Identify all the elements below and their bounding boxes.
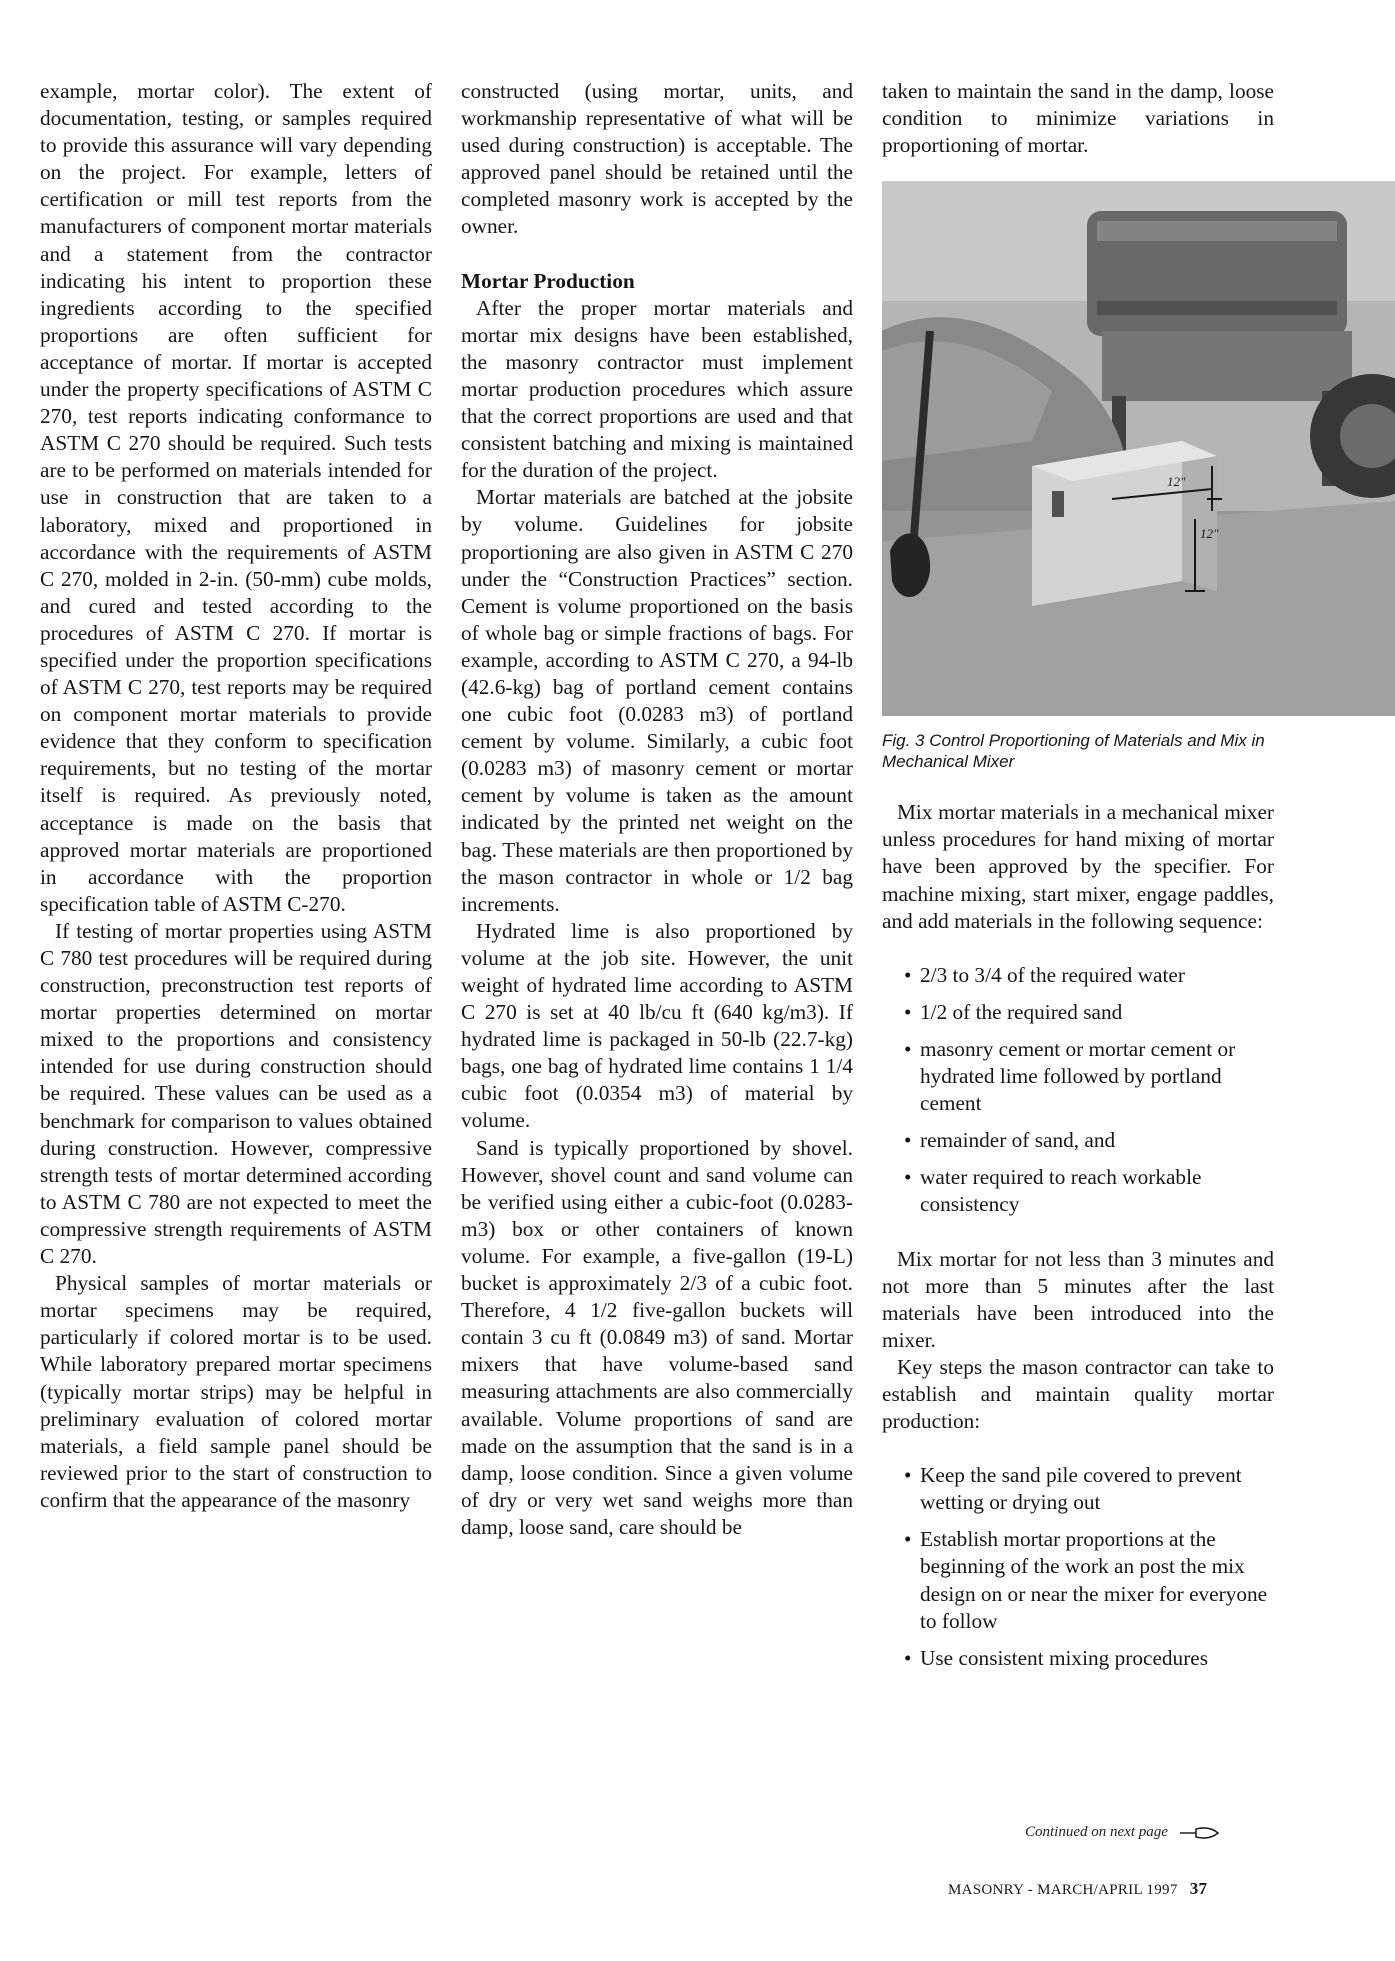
bullet-icon: • (904, 999, 912, 1024)
paragraph: Mortar materials are batched at the jobsite by volume. Guidelines for jobsite proportioning are also given in ASTM C 270 under the “Construction Practices” section. Cement is volume proportioned on the basis of whole bag or simple fractions of bags. For example, according to ASTM C 270, a 94-lb (42.6-kg) bag of portland cement contains one cubic foot (0.0283 m3) of portland cement by volume. Similarly, a cubic foot (0.0283 m3) of masonry cement or mortar cement by volume is taken as the amount indicated by the printed net weight on the bag. These materials are then proportioned by the mason contractor in whole or 1/2 bag increments. (461, 485, 853, 916)
mixer-photo-illustration (882, 181, 1395, 716)
paragraph: Physical samples of mortar materials or mortar specimens may be required, particularly if colored mortar is to be used. While laboratory prepared mortar specimens (typically mortar strips) may be helpful in preliminary evaluation of colored mortar materials, a field sample panel should be reviewed prior to the start of construction to confirm that the appearance of the masonry (40, 1271, 432, 1512)
mixer-photo (882, 181, 1395, 716)
paragraph: example, mortar color). The extent of documentation, testing, or samples required to provide this assurance will vary depending on the project. For example, letters of certification or mill test reports from the manufacturers of component mortar materials and a statement from the contractor indicating his intent to proportion these ingredients according to the specified proportions are often sufficient for acceptance of mortar. If mortar is accepted under the property specifications of ASTM C 270, test reports indicating conformance to ASTM C 270 should be required. Such tests are to be performed on materials intended for use in construction that are taken to a laboratory, mixed and proportioned in accordance with the requirements of ASTM C 270, molded in 2-in. (50-mm) cube molds, and cured and tested according to the procedures of ASTM C 270. If mortar is specified under the proportion specifications of ASTM C 270, test reports may be required on component mortar materials to provide evidence that they conform to specification requirements, but no testing of the mortar itself is required. As previously noted, acceptance is made on the basis that approved mortar materials are proportioned in accordance with the proportion specification table of ASTM C-270. (40, 79, 432, 916)
list-item: • 2/3 to 3/4 of the required water (882, 962, 1274, 989)
paragraph: taken to maintain the sand in the damp, loose condition to minimize variations in proportioning of mortar. (882, 79, 1274, 158)
figure-caption: Fig. 3 Control Proportioning of Materials and Mix in Mechanical Mixer (882, 731, 1265, 772)
column-1 (40, 78, 432, 1514)
bullet-icon: • (904, 1645, 912, 1670)
paragraph: Hydrated lime is also proportioned by volume at the job site. However, the unit weight of hydrated lime according to ASTM C 270 is set at 40 lb/cu ft (640 kg/m3). If hydrated lime is packaged in 50-lb (22.7-kg) bags, one bag of hydrated lime contains 1 1/4 cubic foot (0.0354 m3) of material by volume. (461, 918, 853, 1133)
paragraph: Mix mortar materials in a mechanical mixer unless procedures for hand mixing of mortar have been approved by the specifier. For machine mixing, start mixer, engage paddles, and add materials in the following sequence: (882, 800, 1274, 933)
pointing-hand-icon (1178, 1825, 1222, 1841)
key-steps-list (882, 1462, 1274, 1672)
list-item: • Keep the sand pile covered to prevent wetting or drying out (904, 1463, 1242, 1515)
bullet-icon: • (904, 962, 912, 987)
bullet-icon: • (904, 1463, 912, 1488)
column-2 (461, 78, 853, 1541)
page-footer (948, 1879, 1207, 1899)
paragraph: After the proper mortar materials and mortar mix designs have been established, the masonry contractor must implement mortar production procedures which assure that the correct proportions are used and that consistent batching and mixing is maintained for the duration of the project. (461, 295, 853, 483)
paragraph: constructed (using mortar, units, and workmanship representative of what will be used during construction) is acceptable. The approved panel should be retained until the completed masonry work is accepted by the owner. (461, 79, 853, 239)
paragraph: If testing of mortar properties using ASTM C 780 test procedures will be required during construction, preconstruction test reports of mortar properties determined on mortar mixed to the proportions and consistency intended for use during construction should be required. These values can be used as a benchmark for comparison to values obtained during construction. However, compressive strength tests of mortar determined according to ASTM C 780 are not expected to meet the compressive strength requirements of ASTM C 270. (40, 918, 432, 1269)
page-number: 37 (1189, 1879, 1208, 1898)
continued-note (1025, 1824, 1222, 1841)
bullet-icon: • (904, 1128, 912, 1153)
paragraph: Sand is typically proportioned by shovel. However, shovel count and sand volume can be verified using either a cubic-foot (0.0283-m3) box or other containers of known volume. For example, a five-gallon (19-L) bucket is approximately 2/3 of a cubic foot. Therefore, 4 1/2 five-gallon buckets will contain 3 cu ft (0.0849 m3) of sand. Mortar mixers that have volume-based sand measuring attachments are also commercially available. Volume proportions of sand are made on the assumption that the sand is in a damp, loose condition. Since a given volume of dry or very wet sand weighs more than damp, loose sand, care should be (461, 1135, 853, 1539)
list-item: • 1/2 of the required sand (882, 999, 1274, 1026)
publication-info: MASONRY - MARCH/APRIL 1997 (948, 1882, 1178, 1898)
list-item: • remainder of sand, and (882, 1127, 1274, 1154)
list-item: • water required to reach workable consistency (904, 1165, 1202, 1217)
column-3 (882, 78, 1274, 1682)
mixing-sequence-list (882, 962, 1274, 1219)
list-item: • Use consistent mixing procedures (882, 1645, 1274, 1672)
continued-text: Continued on next page (1025, 1824, 1168, 1840)
list-item: • masonry cement or mortar cement or hydrated lime followed by portland cement (904, 1036, 1236, 1116)
bullet-icon: • (904, 1527, 912, 1552)
paragraph: Key steps the mason contractor can take to establish and maintain quality mortar production: (882, 1354, 1274, 1434)
section-heading: Mortar Production (461, 268, 635, 293)
bullet-icon: • (904, 1165, 912, 1190)
list-item: • Establish mortar proportions at the beginning of the work an post the mix design on or near the mixer for everyone to follow (904, 1527, 1268, 1633)
paragraph: Mix mortar for not less than 3 minutes and not more than 5 minutes after the last materials have been introduced into the mixer. (882, 1246, 1274, 1352)
bullet-icon: • (904, 1036, 912, 1061)
height-label: 12" (1200, 526, 1219, 542)
width-label: 12" (1167, 474, 1186, 490)
